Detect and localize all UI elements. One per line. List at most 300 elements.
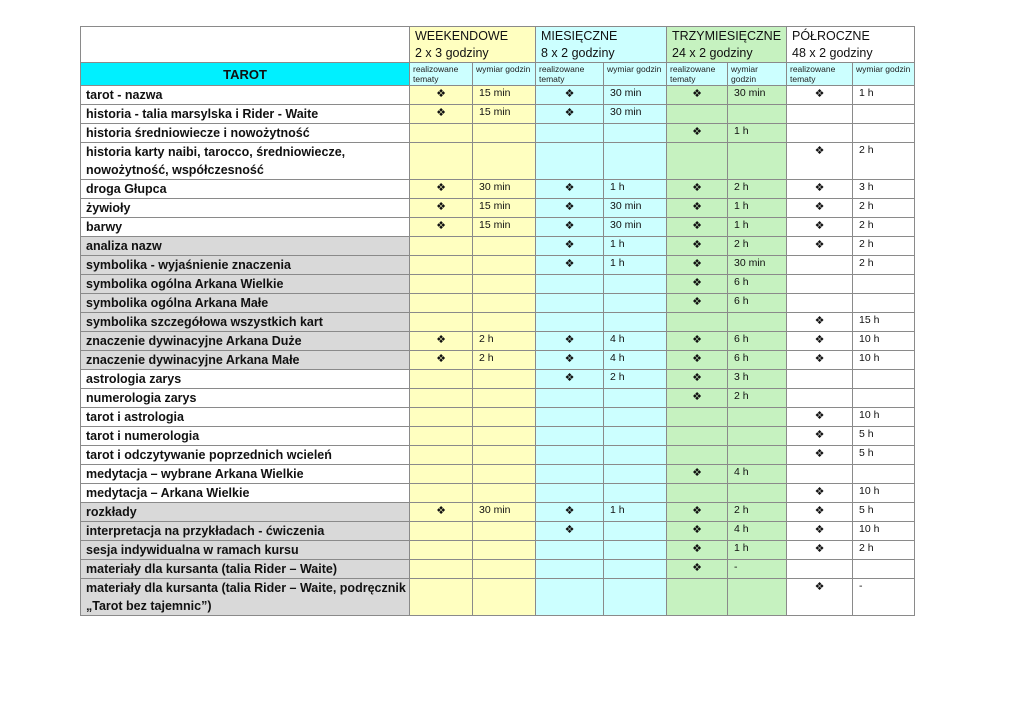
topic-mark-cell (787, 389, 853, 408)
topic-cell: tarot i numerologia (81, 427, 410, 446)
topic-mark-cell (667, 408, 728, 427)
topic-mark-cell (787, 351, 853, 370)
topic-mark-cell (536, 389, 604, 408)
hours-cell: 1 h (604, 237, 667, 256)
topic-mark-cell (536, 180, 604, 199)
topic-mark-cell (410, 370, 473, 389)
hours-cell (604, 313, 667, 332)
diamond-bullet-icon: ❖ (814, 239, 825, 251)
topic-cell: żywioły (81, 199, 410, 218)
hours-cell (853, 370, 915, 389)
hours-cell: 15 h (853, 313, 915, 332)
table-row (81, 351, 915, 370)
diamond-bullet-icon: ❖ (692, 372, 702, 384)
hours-cell: 1 h (604, 503, 667, 522)
topic-cell: symbolika ogólna Arkana Małe (81, 294, 410, 313)
hours-cell: 2 h (728, 503, 787, 522)
topic-mark-cell (787, 313, 853, 332)
period-duration: 24 x 2 godziny (672, 46, 753, 60)
hours-cell (728, 313, 787, 332)
topic-cell: znaczenie dywinacyjne Arkana Duże (81, 332, 410, 351)
hours-cell (728, 427, 787, 446)
topic-mark-cell (410, 446, 473, 465)
hours-cell: 15 min (473, 105, 536, 124)
hours-cell: 2 h (473, 332, 536, 351)
diamond-bullet-icon: ❖ (564, 182, 575, 194)
hours-cell (473, 256, 536, 275)
table-row (81, 313, 915, 332)
diamond-bullet-icon: ❖ (814, 220, 825, 232)
hours-cell: 3 h (728, 370, 787, 389)
subheader-hours: wymiar godzin (728, 63, 787, 86)
diamond-bullet-icon: ❖ (814, 334, 825, 346)
hours-cell: 10 h (853, 351, 915, 370)
topic-mark-cell (667, 124, 728, 143)
topic-mark-cell (536, 124, 604, 143)
hours-cell: 3 h (853, 180, 915, 199)
topic-mark-cell (787, 143, 853, 180)
topic-cell: historia - talia marsylska i Rider - Waite (81, 105, 410, 124)
hours-cell: - (853, 579, 915, 616)
table-row (81, 294, 915, 313)
topic-mark-cell (667, 105, 728, 124)
table-row (81, 105, 915, 124)
topic-mark-cell (787, 180, 853, 199)
table-row (81, 541, 915, 560)
diamond-bullet-icon: ❖ (436, 353, 446, 365)
hours-cell: 4 h (604, 332, 667, 351)
topic-mark-cell (410, 541, 473, 560)
topic-mark-cell (787, 541, 853, 560)
topic-cell: interpretacja na przykładach - ćwiczenia (81, 522, 410, 541)
topic-mark-cell (536, 351, 604, 370)
hours-cell (473, 579, 536, 616)
topic-mark-cell (536, 522, 604, 541)
hours-cell (604, 541, 667, 560)
topic-cell: sesja indywidualna w ramach kursu (81, 541, 410, 560)
topic-mark-cell (787, 560, 853, 579)
diamond-bullet-icon: ❖ (692, 126, 702, 138)
topic-cell: historia średniowiecze i nowożytność (81, 124, 410, 143)
course-schedule-table (80, 26, 915, 616)
topic-mark-cell (410, 180, 473, 199)
table-body (81, 27, 915, 616)
topic-mark-cell (787, 332, 853, 351)
subheader-topics: realizowane tematy (667, 63, 728, 86)
topic-mark-cell (536, 503, 604, 522)
hours-cell (853, 275, 915, 294)
topic-mark-cell (536, 484, 604, 503)
subheader-hours: wymiar godzin (473, 63, 536, 86)
hours-cell: 4 h (728, 465, 787, 484)
hours-cell: 2 h (853, 541, 915, 560)
topic-mark-cell (787, 446, 853, 465)
topic-mark-cell (667, 446, 728, 465)
topic-mark-cell (410, 294, 473, 313)
hours-cell (604, 522, 667, 541)
topic-mark-cell (536, 313, 604, 332)
hours-cell (853, 294, 915, 313)
period-header-monthly (536, 27, 667, 63)
topic-mark-cell (410, 237, 473, 256)
hours-cell: 2 h (473, 351, 536, 370)
topic-mark-cell (536, 332, 604, 351)
period-duration: 8 x 2 godziny (541, 46, 615, 60)
topic-mark-cell (787, 522, 853, 541)
topic-mark-cell (536, 218, 604, 237)
diamond-bullet-icon: ❖ (564, 107, 575, 119)
topic-mark-cell (536, 237, 604, 256)
topic-mark-cell (787, 579, 853, 616)
hours-cell (728, 408, 787, 427)
table-row (81, 370, 915, 389)
topic-mark-cell (667, 86, 728, 105)
topic-mark-cell (667, 389, 728, 408)
hours-cell: 1 h (728, 541, 787, 560)
subheader-row (81, 63, 915, 86)
hours-cell: 4 h (604, 351, 667, 370)
hours-cell (604, 427, 667, 446)
diamond-bullet-icon: ❖ (564, 334, 575, 346)
diamond-bullet-icon: ❖ (814, 486, 825, 498)
topic-mark-cell (536, 86, 604, 105)
topic-mark-cell (536, 143, 604, 180)
hours-cell (853, 465, 915, 484)
hours-cell: 6 h (728, 294, 787, 313)
topic-mark-cell (410, 484, 473, 503)
hours-cell (473, 465, 536, 484)
diamond-bullet-icon: ❖ (564, 505, 575, 517)
diamond-bullet-icon: ❖ (814, 524, 825, 536)
hours-cell: 2 h (853, 218, 915, 237)
period-header-weekend (410, 27, 536, 63)
diamond-bullet-icon: ❖ (814, 448, 825, 460)
period-duration: 48 x 2 godziny (792, 46, 873, 60)
hours-cell (604, 579, 667, 616)
topic-mark-cell (410, 332, 473, 351)
diamond-bullet-icon: ❖ (692, 543, 702, 555)
subheader-hours: wymiar godzin (853, 63, 915, 86)
topic-mark-cell (536, 541, 604, 560)
table-row (81, 503, 915, 522)
topic-mark-cell (787, 503, 853, 522)
topic-mark-cell (667, 560, 728, 579)
topic-mark-cell (410, 313, 473, 332)
subheader-topics: realizowane tematy (536, 63, 604, 86)
topic-mark-cell (536, 370, 604, 389)
period-name: MIESIĘCZNE (541, 29, 618, 43)
hours-cell (604, 560, 667, 579)
subheader-topics: realizowane tematy (787, 63, 853, 86)
topic-mark-cell (410, 503, 473, 522)
hours-cell: 5 h (853, 503, 915, 522)
topic-mark-cell (536, 465, 604, 484)
hours-cell: 15 min (473, 86, 536, 105)
diamond-bullet-icon: ❖ (564, 239, 575, 251)
topic-cell: materiały dla kursanta (talia Rider – Waite, podręcznik „Tarot bez tajemnic”) (81, 579, 410, 616)
diamond-bullet-icon: ❖ (692, 258, 702, 270)
topic-mark-cell (787, 465, 853, 484)
hours-cell (473, 389, 536, 408)
hours-cell: 30 min (728, 86, 787, 105)
hours-cell (473, 275, 536, 294)
topic-cell: tarot i astrologia (81, 408, 410, 427)
topic-mark-cell (410, 199, 473, 218)
subheader-hours: wymiar godzin (604, 63, 667, 86)
diamond-bullet-icon: ❖ (692, 334, 702, 346)
topic-mark-cell (410, 427, 473, 446)
topic-mark-cell (410, 465, 473, 484)
table-row (81, 237, 915, 256)
period-header-half-year (787, 27, 915, 63)
hours-cell: 1 h (853, 86, 915, 105)
topic-mark-cell (536, 579, 604, 616)
hours-cell (728, 105, 787, 124)
hours-cell (853, 124, 915, 143)
topic-mark-cell (787, 275, 853, 294)
table-row (81, 199, 915, 218)
topic-mark-cell (667, 143, 728, 180)
hours-cell: 10 h (853, 408, 915, 427)
topic-mark-cell (787, 294, 853, 313)
hours-cell: 5 h (853, 446, 915, 465)
topic-cell: symbolika szczegółowa wszystkich kart (81, 313, 410, 332)
hours-cell (728, 143, 787, 180)
hours-cell (604, 389, 667, 408)
hours-cell: 6 h (728, 275, 787, 294)
topic-cell: barwy (81, 218, 410, 237)
hours-cell (604, 294, 667, 313)
hours-cell: 10 h (853, 332, 915, 351)
diamond-bullet-icon: ❖ (564, 353, 575, 365)
hours-cell: 5 h (853, 427, 915, 446)
topic-mark-cell (536, 446, 604, 465)
hours-cell (473, 370, 536, 389)
topic-mark-cell (787, 256, 853, 275)
hours-cell (853, 389, 915, 408)
hours-cell (853, 560, 915, 579)
diamond-bullet-icon: ❖ (814, 429, 825, 441)
topic-mark-cell (667, 180, 728, 199)
hours-cell: 1 h (728, 218, 787, 237)
diamond-bullet-icon: ❖ (564, 220, 575, 232)
topic-mark-cell (410, 218, 473, 237)
topic-cell: astrologia zarys (81, 370, 410, 389)
topic-cell: analiza nazw (81, 237, 410, 256)
period-header-quarterly (667, 27, 787, 63)
diamond-bullet-icon: ❖ (692, 239, 702, 251)
topic-mark-cell (410, 275, 473, 294)
hours-cell: 6 h (728, 351, 787, 370)
hours-cell (604, 143, 667, 180)
period-name: TRZYMIESIĘCZNE (672, 29, 782, 43)
hours-cell: 30 min (728, 256, 787, 275)
diamond-bullet-icon: ❖ (436, 182, 446, 194)
topic-mark-cell (667, 484, 728, 503)
period-duration: 2 x 3 godziny (415, 46, 489, 60)
table-row (81, 522, 915, 541)
diamond-bullet-icon: ❖ (692, 391, 702, 403)
period-name: PÓŁROCZNE (792, 29, 870, 43)
topic-mark-cell (787, 408, 853, 427)
table-row (81, 579, 915, 616)
table-row (81, 143, 915, 180)
diamond-bullet-icon: ❖ (692, 505, 702, 517)
topic-mark-cell (667, 579, 728, 616)
topic-mark-cell (667, 275, 728, 294)
topic-cell: rozkłady (81, 503, 410, 522)
hours-cell (473, 313, 536, 332)
period-header-row (81, 27, 915, 63)
topic-mark-cell (667, 199, 728, 218)
diamond-bullet-icon: ❖ (436, 201, 446, 213)
hours-cell: 2 h (853, 199, 915, 218)
hours-cell: 30 min (473, 180, 536, 199)
topic-mark-cell (667, 218, 728, 237)
topic-cell: droga Głupca (81, 180, 410, 199)
topic-mark-cell (536, 408, 604, 427)
diamond-bullet-icon: ❖ (814, 581, 825, 593)
diamond-bullet-icon: ❖ (814, 88, 825, 100)
topic-mark-cell (667, 332, 728, 351)
diamond-bullet-icon: ❖ (692, 467, 702, 479)
topic-mark-cell (536, 256, 604, 275)
topic-mark-cell (667, 465, 728, 484)
diamond-bullet-icon: ❖ (814, 315, 825, 327)
topic-mark-cell (536, 294, 604, 313)
topic-cell: symbolika ogólna Arkana Wielkie (81, 275, 410, 294)
hours-cell: 2 h (728, 389, 787, 408)
hours-cell (473, 124, 536, 143)
hours-cell: 30 min (604, 86, 667, 105)
hours-cell (728, 446, 787, 465)
topic-mark-cell (667, 237, 728, 256)
diamond-bullet-icon: ❖ (692, 296, 702, 308)
diamond-bullet-icon: ❖ (564, 372, 575, 384)
hours-cell: 2 h (853, 237, 915, 256)
hours-cell: 6 h (728, 332, 787, 351)
diamond-bullet-icon: ❖ (692, 88, 702, 100)
header-blank-cell (81, 27, 410, 63)
hours-cell: 2 h (728, 237, 787, 256)
topic-mark-cell (787, 237, 853, 256)
topic-mark-cell (536, 105, 604, 124)
topic-mark-cell (410, 522, 473, 541)
diamond-bullet-icon: ❖ (436, 220, 446, 232)
period-name: WEEKENDOWE (415, 29, 509, 43)
diamond-bullet-icon: ❖ (814, 543, 825, 555)
hours-cell: 4 h (728, 522, 787, 541)
diamond-bullet-icon: ❖ (436, 334, 446, 346)
hours-cell (853, 105, 915, 124)
hours-cell (728, 484, 787, 503)
topic-mark-cell (410, 256, 473, 275)
hours-cell (473, 560, 536, 579)
topic-cell: medytacja – Arkana Wielkie (81, 484, 410, 503)
hours-cell: 1 h (728, 199, 787, 218)
hours-cell (728, 579, 787, 616)
hours-cell (473, 484, 536, 503)
topic-mark-cell (667, 427, 728, 446)
diamond-bullet-icon: ❖ (692, 562, 702, 574)
diamond-bullet-icon: ❖ (436, 88, 446, 100)
diamond-bullet-icon: ❖ (814, 182, 825, 194)
hours-cell: 10 h (853, 522, 915, 541)
topic-mark-cell (787, 86, 853, 105)
topic-cell: tarot i odczytywanie poprzednich wcieleń (81, 446, 410, 465)
hours-cell: 15 min (473, 218, 536, 237)
topic-mark-cell (667, 294, 728, 313)
hours-cell (604, 465, 667, 484)
topic-mark-cell (410, 143, 473, 180)
diamond-bullet-icon: ❖ (564, 258, 575, 270)
table-row (81, 389, 915, 408)
hours-cell (604, 446, 667, 465)
topic-mark-cell (410, 351, 473, 370)
table-row (81, 332, 915, 351)
table-row (81, 180, 915, 199)
diamond-bullet-icon: ❖ (692, 220, 702, 232)
table-row (81, 427, 915, 446)
diamond-bullet-icon: ❖ (814, 505, 825, 517)
tarot-title: TAROT (81, 63, 410, 86)
topic-cell: tarot - nazwa (81, 86, 410, 105)
hours-cell: 30 min (473, 503, 536, 522)
diamond-bullet-icon: ❖ (564, 88, 575, 100)
diamond-bullet-icon: ❖ (564, 201, 575, 213)
hours-cell (473, 143, 536, 180)
topic-mark-cell (410, 560, 473, 579)
topic-mark-cell (667, 522, 728, 541)
table-row (81, 484, 915, 503)
topic-mark-cell (787, 370, 853, 389)
hours-cell (473, 541, 536, 560)
diamond-bullet-icon: ❖ (692, 524, 702, 536)
table-row (81, 446, 915, 465)
hours-cell (604, 124, 667, 143)
hours-cell: 2 h (853, 143, 915, 180)
topic-mark-cell (787, 124, 853, 143)
topic-mark-cell (787, 199, 853, 218)
topic-mark-cell (536, 560, 604, 579)
topic-mark-cell (410, 105, 473, 124)
topic-mark-cell (667, 503, 728, 522)
diamond-bullet-icon: ❖ (692, 201, 702, 213)
topic-cell: historia karty naibi, tarocco, średniowiecze, nowożytność, współczesność (81, 143, 410, 180)
topic-mark-cell (787, 218, 853, 237)
topic-mark-cell (536, 427, 604, 446)
diamond-bullet-icon: ❖ (436, 107, 446, 119)
table-row (81, 275, 915, 294)
diamond-bullet-icon: ❖ (692, 182, 702, 194)
topic-mark-cell (667, 256, 728, 275)
topic-mark-cell (667, 370, 728, 389)
hours-cell: 2 h (853, 256, 915, 275)
topic-cell: materiały dla kursanta (talia Rider – Waite) (81, 560, 410, 579)
topic-mark-cell (410, 579, 473, 616)
diamond-bullet-icon: ❖ (692, 277, 702, 289)
hours-cell (604, 275, 667, 294)
hours-cell (473, 294, 536, 313)
table-row (81, 124, 915, 143)
topic-mark-cell (536, 275, 604, 294)
topic-cell: symbolika - wyjaśnienie znaczenia (81, 256, 410, 275)
topic-mark-cell (787, 484, 853, 503)
hours-cell (473, 237, 536, 256)
hours-cell: 1 h (604, 180, 667, 199)
hours-cell (604, 484, 667, 503)
table-row (81, 256, 915, 275)
